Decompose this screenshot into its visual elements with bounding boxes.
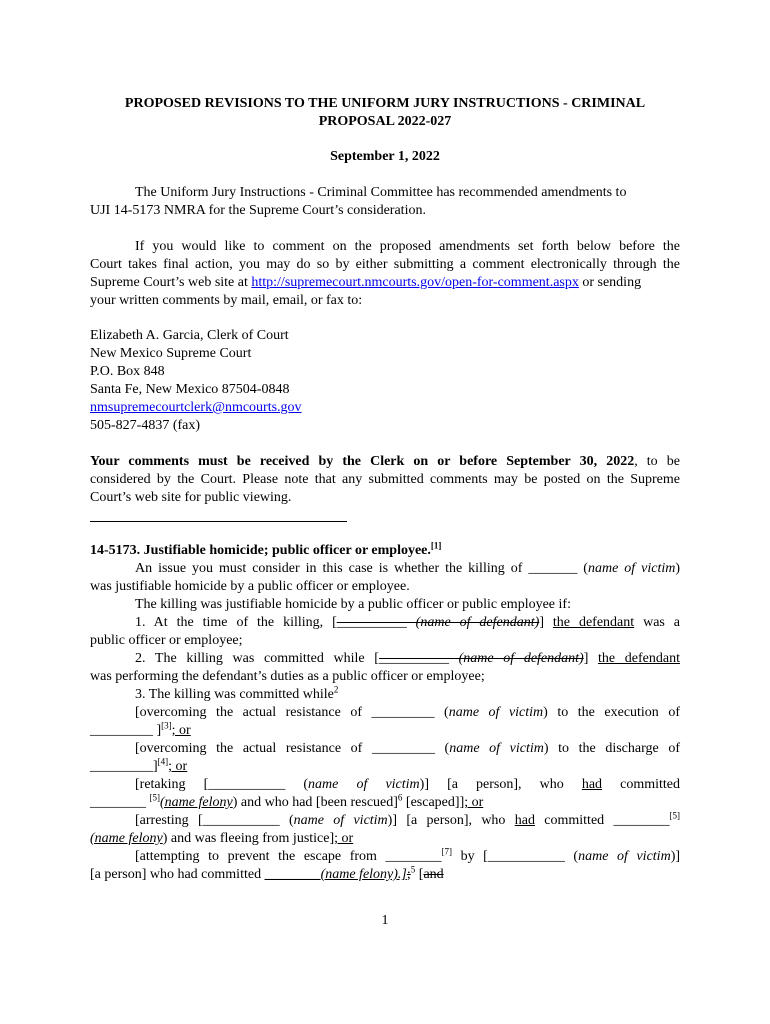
proposal-date: September 1, 2022: [330, 149, 440, 164]
address-org: New Mexico Supreme Court: [90, 346, 252, 361]
element-1-line-1: 1. At the time of the killing, [__________ (name of defendant)] the defendant was a: [135, 615, 681, 630]
element-3-line-1: 3. The killing was committed while$^2$: [135, 684, 339, 702]
option-overcoming-execution: [overcoming the actual resistance of _________ (name of victim) to the execution of: [135, 705, 680, 720]
option-retaking-line-2: ________ [5](name felony) and who had [been rescued]$^6$ [escaped]]; or: [90, 792, 484, 810]
instruction-line-1: An issue you must consider in this case is whether the killing of _______ (name of victim): [135, 561, 681, 576]
option-overcoming-discharge-line-2: _________][4]; or: [90, 756, 188, 774]
address-email-line: [90, 399, 680, 417]
option-overcoming-discharge: [overcoming the actual resistance of _________ (name of victim) to the discharge of: [135, 741, 680, 756]
title-line-2: PROPOSAL 2022-027: [318, 114, 452, 129]
address-city: Santa Fe, New Mexico 87504-0848: [90, 382, 290, 397]
page-number: 1: [381, 913, 389, 928]
option-attempting-line-2: [a person] who had committed ________(name felony).];$^5$ [and: [90, 864, 444, 882]
title-line-1: PROPOSED REVISIONS TO THE UNIFORM JURY INSTRUCTIONS - CRIMINAL: [124, 96, 646, 111]
section-divider: [90, 521, 347, 522]
intro-paragraph-2-line-2: Court takes final action, you may do so by either submitting a comment electronically through the: [90, 257, 680, 272]
option-retaking: [retaking [___________ (name of victim)] [a person], who had committed: [135, 777, 681, 792]
open-for-comment-link[interactable]: http://supremecourt.nmcourts.gov/open-for-comment.aspx: [251, 275, 579, 290]
clerk-email-link[interactable]: nmsupremecourtclerk@nmcourts.gov: [90, 400, 302, 415]
deadline-line-2: considered by the Court. Please note that any submitted comments may be posted on the Supreme: [90, 472, 680, 487]
intro-paragraph-2-line-1: If you would like to comment on the proposed amendments set forth below before the: [135, 239, 680, 254]
option-arresting: [arresting [___________ (name of victim)] [a person], who had committed ________[5]: [135, 810, 680, 828]
option-arresting-line-2: (name felony) and was fleeing from justice]; or: [90, 831, 354, 846]
footnote-ref: [1]: [430, 540, 442, 551]
intro-paragraph-2-line-4: your written comments by mail, email, or fax to:: [90, 293, 363, 308]
instruction-line-3: The killing was justifiable homicide by a public officer or public employee if:: [135, 597, 571, 612]
instruction-heading: 14-5173. Justifiable homicide; public officer or employee.[1]: [90, 540, 442, 558]
element-1-line-2: public officer or employee;: [90, 633, 243, 648]
element-2-line-1: 2. The killing was committed while [__________ (name of defendant)] the defendant: [135, 651, 680, 666]
address-name: Elizabeth A. Garcia, Clerk of Court: [90, 328, 289, 343]
deadline-line-3: Court’s web site for public viewing.: [90, 490, 292, 505]
intro-paragraph-1-line-2: UJI 14-5173 NMRA for the Supreme Court’s consideration.: [90, 203, 426, 218]
intro-paragraph-2-line-3: Supreme Court’s web site at http://supremecourt.nmcourts.gov/open-for-comment.aspx or sending: [90, 275, 642, 290]
instruction-line-2: was justifiable homicide by a public officer or employee.: [90, 579, 410, 594]
address-box: P.O. Box 848: [90, 364, 165, 379]
address-fax: 505-827-4837 (fax): [90, 418, 201, 433]
option-attempting: [attempting to prevent the escape from ________[7] by [___________ (name of victim)]: [135, 846, 681, 864]
deadline-line-1: Your comments must be received by the Clerk on or before September 30, 2022, to be: [90, 454, 680, 469]
option-overcoming-execution-line-2: _________ ][3]; or: [90, 720, 191, 738]
element-2-line-2: was performing the defendant’s duties as a public officer or employee;: [90, 669, 485, 684]
intro-paragraph-1-line-1: The Uniform Jury Instructions - Criminal Committee has recommended amendments to: [135, 185, 627, 200]
